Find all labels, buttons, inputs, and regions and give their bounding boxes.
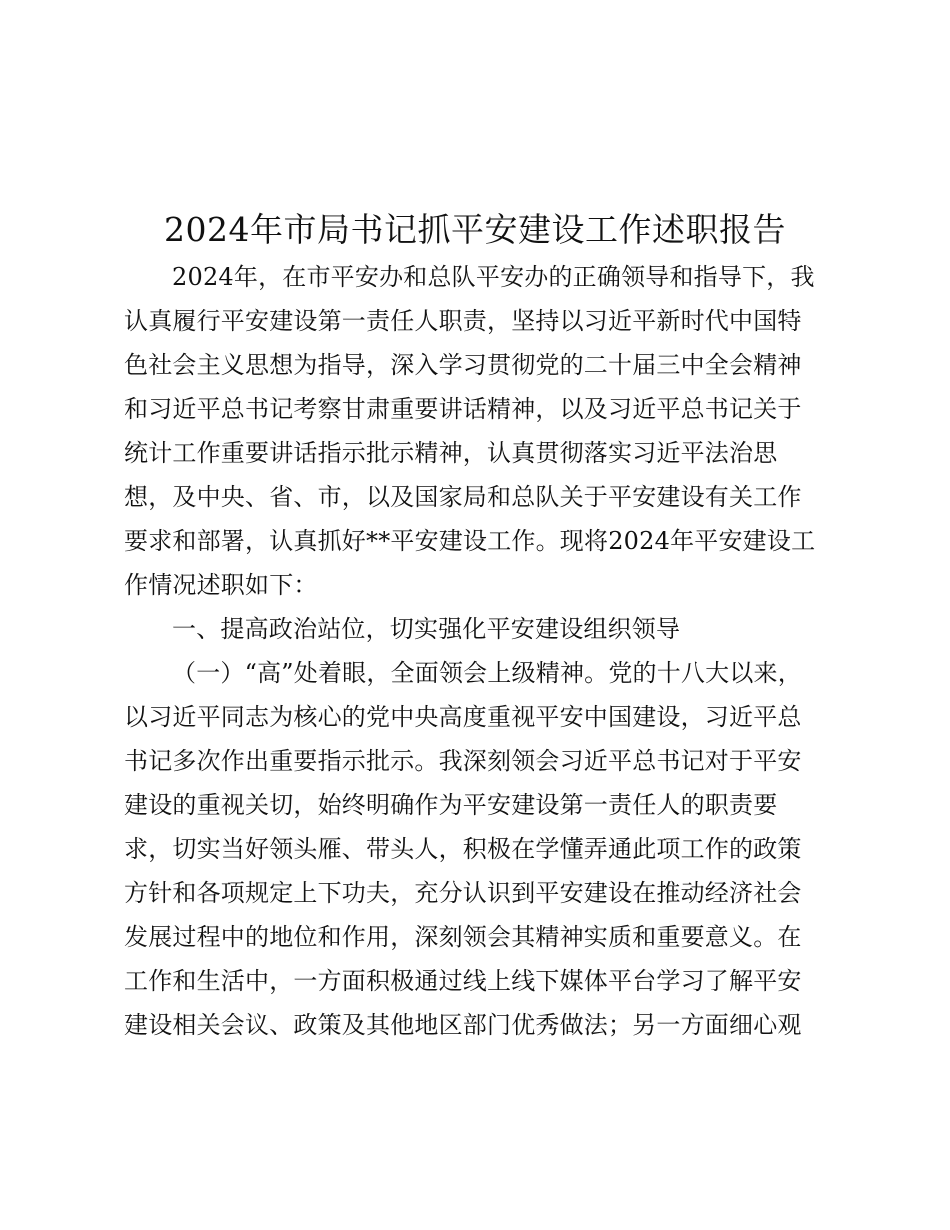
section-heading: 一、提高政治站位，切实强化平安建设组织领导 (172, 615, 681, 643)
paragraph-line: 工作和生活中，一方面积极通过线上线下媒体平台学习了解平安 (124, 967, 802, 995)
paragraph-line: 方针和各项规定上下功夫，充分认识到平安建设在推动经济社会 (124, 879, 802, 907)
paragraph-line: 和习近平总书记考察甘肃重要讲话精神，以及习近平总书记关于 (124, 395, 802, 423)
subsection-heading-line: （一）“高”处着眼，全面领会上级精神。党的十八大以来， (172, 659, 802, 687)
paragraph-line: 要求和部署，认真抓好**平安建设工作。现将2024年平安建设工 (124, 527, 816, 555)
paragraph-line: 发展过程中的地位和作用，深刻领会其精神实质和重要意义。在 (124, 923, 802, 951)
paragraph-line: 想，及中央、省、市，以及国家局和总队关于平安建设有关工作 (124, 483, 802, 511)
paragraph-line: 以习近平同志为核心的党中央高度重视平安中国建设，习近平总 (124, 703, 802, 731)
paragraph-line: 建设相关会议、政策及其他地区部门优秀做法；另一方面细心观 (124, 1011, 802, 1039)
paragraph-line: 统计工作重要讲话指示批示精神，认真贯彻落实习近平法治思 (124, 439, 778, 467)
paragraph-line: 求，切实当好领头雁、带头人，积极在学懂弄通此项工作的政策 (124, 835, 802, 863)
paragraph-line: 书记多次作出重要指示批示。我深刻领会习近平总书记对于平安 (124, 747, 802, 775)
paragraph-line: 建设的重视关切，始终明确作为平安建设第一责任人的职责要 (124, 791, 778, 819)
document-body (124, 255, 836, 1047)
paragraph-line: 2024年，在市平安办和总队平安办的正确领导和指导下，我 (172, 263, 815, 291)
paragraph-line: 色社会主义思想为指导，深入学习贯彻党的二十届三中全会精神 (124, 351, 802, 379)
document-title: 2024年市局书记抓平安建设工作述职报告 (164, 210, 786, 249)
paragraph-line: 作情况述职如下： (124, 571, 318, 599)
paragraph-line: 认真履行平安建设第一责任人职责，坚持以习近平新时代中国特 (124, 307, 802, 335)
